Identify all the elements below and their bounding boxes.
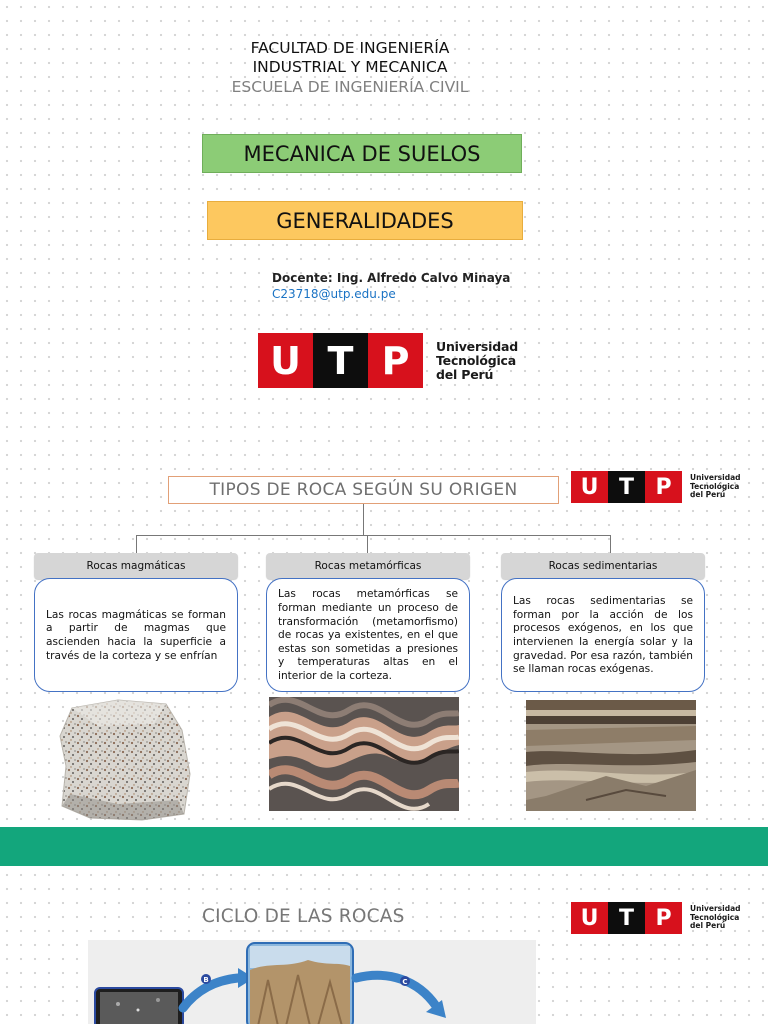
docente-email-link[interactable]: C23718@utp.edu.pe: [272, 287, 396, 301]
category-header-magmaticas: Rocas magmáticas: [34, 553, 238, 579]
category-text-magmaticas: Las rocas magmáticas se forman a partir de magmas que ascienden hacia la superficie a través de la corteza y se enfrían: [46, 608, 226, 662]
utp-logo-letter-t: T: [608, 471, 645, 503]
category-header-sedimentarias: Rocas sedimentarias: [501, 553, 705, 579]
category-header-metamorficas: Rocas metamórficas: [266, 553, 470, 579]
rock-types-title: TIPOS DE ROCA SEGÚN SU ORIGEN: [168, 476, 559, 504]
rock-cycle-arrow-c: [356, 975, 436, 1006]
utp-logo-letter-p: P: [368, 333, 423, 388]
utp-logo-line3: del Perú: [690, 490, 726, 500]
category-text-metamorficas: Las rocas metamórficas se forman mediante un proceso de transformación (metamorfismo) de rocas ya existentes, en el que estas son sometidas a presiones y temperaturas altas en el interior de la corteza.: [278, 588, 458, 682]
category-body-magmaticas: [34, 578, 238, 692]
utp-logo-letter-p: P: [645, 902, 682, 934]
docente-label: Docente: Ing. Alfredo Calvo Minaya: [272, 271, 511, 285]
connector-right: [610, 535, 611, 553]
rock-cycle-diagram: [88, 940, 536, 1024]
connector-horizontal: [136, 535, 611, 536]
utp-logo-line2: Tecnológica: [690, 912, 740, 922]
utp-logo-wordmark: [690, 474, 741, 500]
utp-logo-small-2: [571, 902, 741, 934]
magmatic-rock-image: [58, 696, 194, 824]
connector-middle: [367, 535, 368, 553]
category-body-metamorficas: [266, 578, 470, 692]
utp-logo-wordmark: [690, 905, 741, 931]
utp-logo-letter-u: U: [571, 471, 608, 503]
utp-logo-line2: Tecnológica: [436, 352, 516, 368]
rock-cycle-arrow-b: [183, 978, 238, 1008]
connector-left: [136, 535, 137, 553]
category-text-sedimentarias: Las rocas sedimentarias se forman por la acción de los procesos exógenos, en los que intervienen la energía solar y la gravedad. Por esa razón, también se llaman rocas exógenas.: [513, 595, 693, 676]
utp-logo-line3: del Perú: [690, 921, 726, 931]
faculty-title-line2: INDUSTRIAL Y MECANICA: [252, 58, 448, 76]
utp-logo-line2: Tecnológica: [690, 481, 740, 491]
utp-logo-letter-u: U: [571, 902, 608, 934]
utp-logo-letter-p: P: [645, 471, 682, 503]
faculty-title-line1: FACULTAD DE INGENIERÍA: [250, 39, 450, 57]
utp-logo-line1: Universidad: [690, 904, 741, 914]
rock-cycle-marker-c-label: C: [402, 978, 408, 986]
utp-logo-small: [571, 471, 741, 503]
course-banner: MECANICA DE SUELOS: [202, 134, 522, 173]
utp-logo-letter-u: U: [258, 333, 313, 388]
utp-logo-line1: Universidad: [436, 338, 518, 354]
rock-cycle-title: CICLO DE LAS ROCAS: [202, 906, 405, 927]
utp-logo-wordmark: [436, 340, 518, 382]
utp-logo-line3: del Perú: [436, 366, 494, 382]
school-title: ESCUELA DE INGENIERÍA CIVIL: [231, 78, 469, 96]
utp-logo-large: [258, 333, 518, 388]
slide-divider-band: [0, 827, 768, 866]
metamorphic-rock-image: [269, 697, 459, 811]
sedimentary-rock-image: [526, 700, 696, 811]
utp-logo-letter-t: T: [608, 902, 645, 934]
category-body-sedimentarias: [501, 578, 705, 692]
rock-cycle-marker-b-label: B: [203, 976, 209, 984]
utp-logo-letter-t: T: [313, 333, 368, 388]
topic-banner: GENERALIDADES: [207, 201, 523, 240]
utp-logo-line1: Universidad: [690, 473, 741, 483]
connector-vertical-main: [363, 504, 364, 536]
